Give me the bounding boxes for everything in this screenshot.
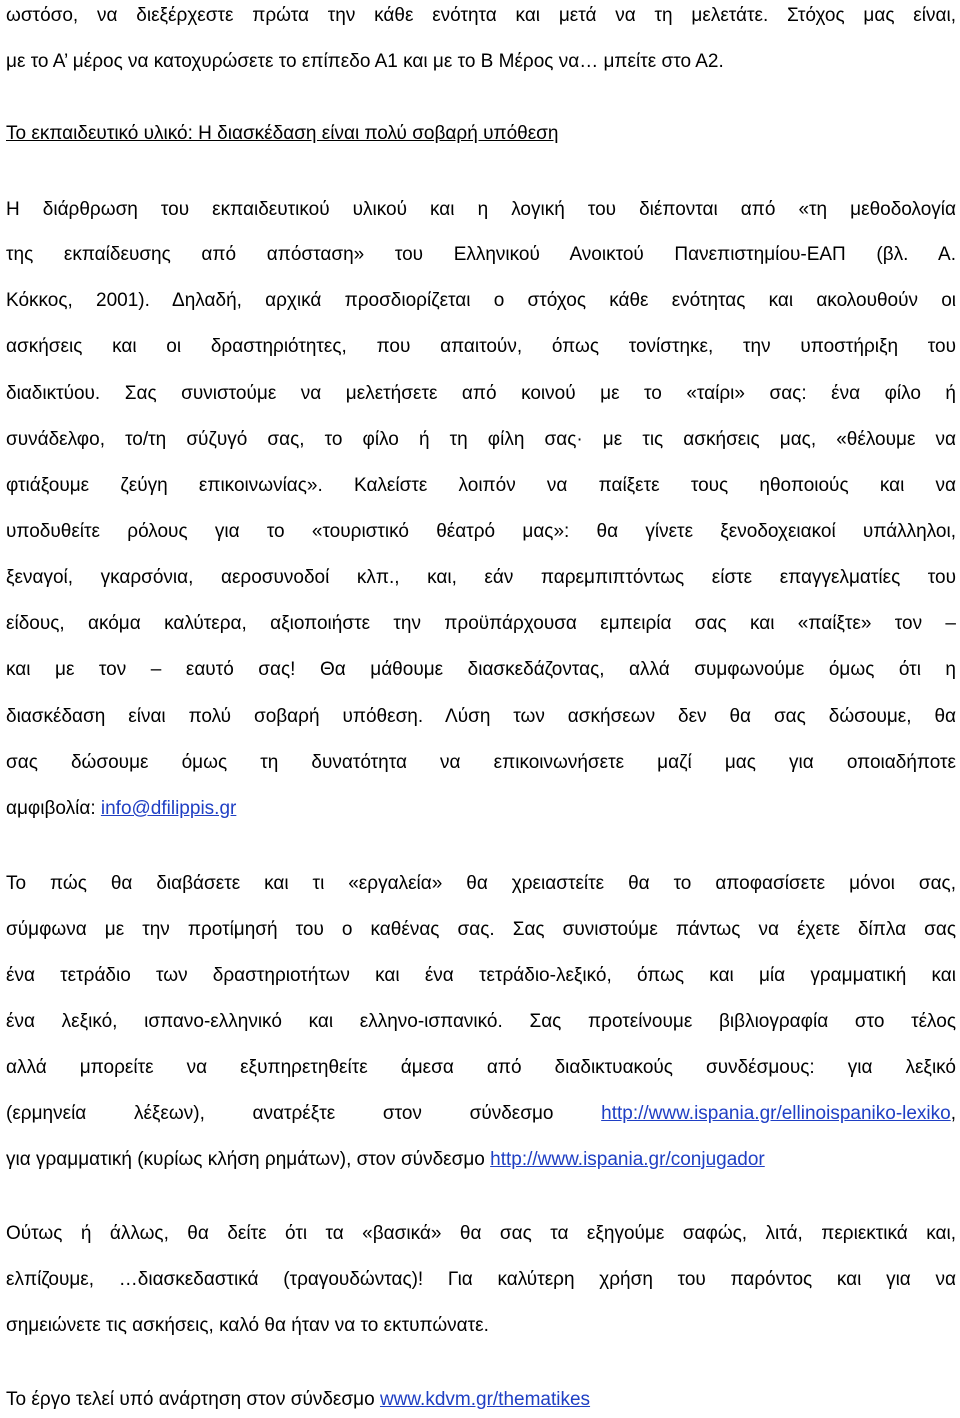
paragraph2-line7: φτιάξουμε ζεύγη επικοινωνίας». Καλείστε λοιπόν να παίξετε τους ηθοποιούς και να — [6, 475, 956, 496]
paragraph5-line1 — [6, 1388, 956, 1412]
paragraph2-line1: Η διάρθρωση του εκπαιδευτικού υλικού και η λογική του διέπονται από «τη μεθοδολογία — [6, 199, 956, 220]
paragraph1-line2: με το Α’ μέρος να κατοχυρώσετε το επίπεδο Α1 και με το Β Μέρος να… μπείτε στο Α2. — [6, 51, 724, 72]
paragraph3-line3: ένα τετράδιο των δραστηριοτήτων και ένα τετράδιο-λεξικό, όπως και μία γραμματική και — [6, 965, 956, 986]
paragraph3-line1: Το πώς θα διαβάσετε και τι «εργαλεία» θα χρειαστείτε θα το αποφασίσετε μόνοι σας, — [6, 873, 956, 894]
paragraph2-line4: ασκήσεις και οι δραστηριότητες, που απαιτούν, όπως τονίστηκε, την υποστήριξη του — [6, 336, 956, 357]
paragraph4-line3: σημειώνετε τις ασκήσεις, καλό θα ήταν να το εκτυπώνατε. — [6, 1315, 489, 1336]
paragraph2-line8: υποδυθείτε ρόλους για το «τουριστικό θέατρό μας»: θα γίνετε ξενοδοχειακοί υπάλληλοι, — [6, 521, 956, 542]
paragraph3-line6-prefix: (ερμηνεία λέξεων), ανατρέξτε στον σύνδεσμο — [6, 1103, 602, 1124]
paragraph3-line2: σύμφωνα με την προτίμησή του ο καθένας σας. Σας συνιστούμε πάντως να έχετε δίπλα σας — [6, 919, 956, 940]
paragraph4-line1: Ούτως ή άλλως, θα δείτε ότι τα «βασικά» θα σας τα εξηγούμε σαφώς, λιτά, περιεκτικά και, — [6, 1223, 956, 1244]
paragraph3-line6-suffix: , — [950, 1103, 956, 1124]
paragraph2-line13: σας δώσουμε όμως τη δυνατότητα να επικοινωνήσετε μαζί μας για οποιαδήποτε — [6, 752, 956, 773]
paragraph3-line4: ένα λεξικό, ισπανο-ελληνικό και ελληνο-ισπανικό. Σας προτείνουμε βιβλιογραφία στο τέλος — [6, 1011, 956, 1032]
paragraph2-line14-prefix: αμφιβολία: — [6, 798, 101, 819]
paragraph1-line1: ωστόσο, να διεξέρχεστε πρώτα την κάθε ενότητα και μετά να τη μελετάτε. Στόχος μας είναι, — [6, 5, 956, 26]
paragraph3-line7 — [6, 1148, 956, 1172]
paragraph3-line7-prefix: για γραμματική (κυρίως κλήση ρημάτων), στον σύνδεσμο — [6, 1149, 491, 1170]
paragraph3-line5: αλλά μπορείτε να εξυπηρετηθείτε άμεσα από διαδικτυακούς συνδέσμους: για λεξικό — [6, 1057, 956, 1078]
paragraph2-line10: είδους, ακόμα καλύτερα, αξιοποιήστε την προϋπάρχουσα εμπειρία σας και «παίξτε» τον – — [6, 613, 956, 634]
paragraph3-line6 — [6, 1102, 956, 1126]
lexicon-link[interactable]: http://www.ispania.gr/ellinoispaniko-lexiko — [601, 1103, 951, 1124]
paragraph2-line14 — [6, 797, 956, 821]
paragraph2-line12: διασκέδαση είναι πολύ σοβαρή υπόθεση. Λύση των ασκήσεων δεν θα σας δώσουμε, θα — [6, 706, 956, 727]
conjugator-link[interactable]: http://www.ispania.gr/conjugador — [490, 1149, 765, 1170]
paragraph2-line11: και με τον – εαυτό σας! Θα μάθουμε διασκεδάζοντας, αλλά συμφωνούμε όμως ότι η — [6, 659, 956, 680]
paragraph2-line9: ξεναγοί, γκαρσόνια, αεροσυνοδοί κλπ., και, εάν παρεμπιπτόντως είστε επαγγελματίες του — [6, 567, 956, 588]
paragraph2-line3: Κόκκος, 2001). Δηλαδή, αρχικά προσδιορίζεται ο στόχος κάθε ενότητας και ακολουθούν οι — [6, 290, 956, 311]
email-link[interactable]: info@dfilippis.gr — [100, 798, 237, 819]
paragraph2-line2: της εκπαίδευσης από απόσταση» του Ελληνικού Ανοικτού Πανεπιστημίου-ΕΑΠ (βλ. Α. — [6, 244, 956, 265]
paragraph4-line2: ελπίζουμε, …διασκεδαστικά (τραγουδώντας)! Για καλύτερη χρήση του παρόντος και για να — [6, 1269, 956, 1290]
paragraph5-line1-prefix: Το έργο τελεί υπό ανάρτηση στον σύνδεσμο — [6, 1389, 380, 1410]
thematikes-link[interactable]: www.kdvm.gr/thematikes — [379, 1389, 591, 1410]
paragraph2-line5: διαδικτύου. Σας συνιστούμε να μελετήσετε από κοινού με το «ταίρι» σας: ένα φίλο ή — [6, 383, 956, 404]
section-heading: Το εκπαιδευτικό υλικό: Η διασκέδαση είναι πολύ σοβαρή υπόθεση — [6, 123, 559, 144]
paragraph2-line6: συνάδελφο, το/τη σύζυγό σας, το φίλο ή τη φίλη σας· με τις ασκήσεις μας, «θέλουμε να — [6, 429, 956, 450]
